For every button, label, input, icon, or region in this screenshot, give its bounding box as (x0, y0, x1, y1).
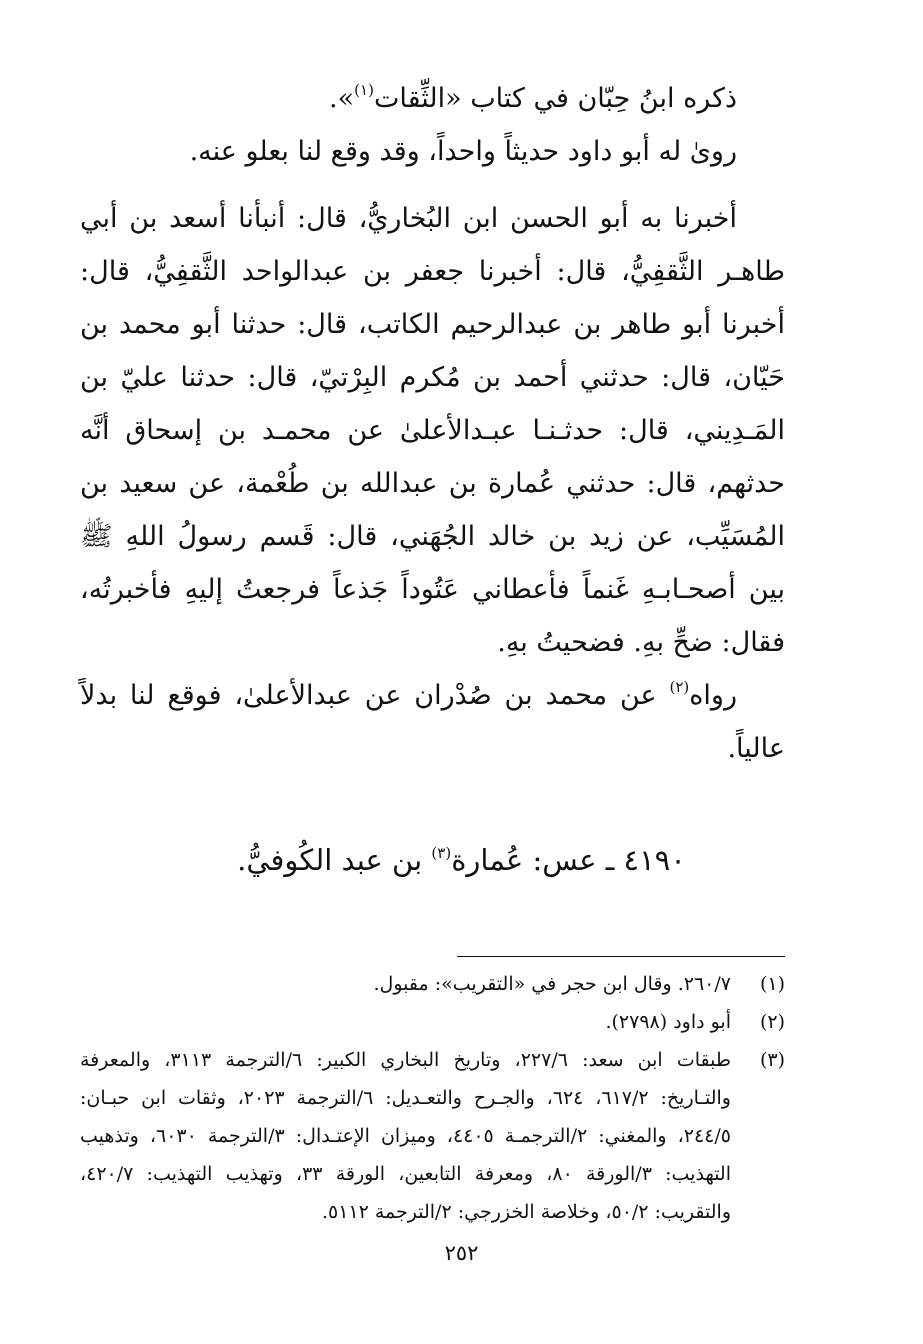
paragraph-gap (80, 178, 785, 192)
entry-code: عس: (532, 843, 597, 877)
footnote-text: ٢٦٠/٧. وقال ابن حجر في «التقريب»: مقبول. (373, 973, 731, 995)
footnote-divider (457, 956, 785, 957)
footnote-text: طبقات ابن سعد: ٢٢٧/٦، وتاريخ البخاري الكبير: ٦/الترجمة ٣١١٣، والمعرفة والتـاريخ: ٦١٧/٢، ٦٢٤، والجـرح والتعـديل: ٦/الترجمة ٢٠٢٣، وثقات ابن حبـان: ٢٤٤/٥، والمغني: ٢/الترجمـة ٤٤٠٥، وميزان الإعتـدال: ٣/الترجمة ٦٠٣٠، وتذهيب التهذيب: ٣/الورقة ٨٠، ومعرفة التابعين، الورقة ٣٣، وتهذيب التهذيب: ٤٢٠/٧، والتقريب: ٥٠/٢، وخلاصة الخزرجي: ٢/الترجمة ٥١١٢. (80, 1049, 732, 1223)
footnote-1 (80, 965, 785, 1003)
paragraph-2: روىٰ له أبو داود حديثاً واحداً، وقد وقع لنا بعلو عنه. (189, 136, 737, 167)
entry-number: ٤١٩٠ (623, 843, 686, 877)
footnote-3 (80, 1041, 785, 1231)
footnote-text: أبو داود (٢٧٩٨). (605, 1011, 731, 1033)
footnote-number: (٢) (759, 1011, 785, 1033)
footnotes (80, 965, 785, 1231)
paragraph-4-text: رواه (689, 680, 737, 711)
entry-name: عُمارة (451, 843, 524, 877)
paragraph-1-tail: ». (329, 83, 355, 114)
paragraph-1-text: ذكره ابنُ حِبّان في كتاب «الثِّقات (373, 83, 737, 114)
page-number: ٢٥٢ (444, 1241, 479, 1265)
entry-separator: ـ (596, 843, 624, 877)
footnote-number: (١) (759, 973, 785, 995)
footnote-ref-1: (١) (354, 81, 374, 99)
main-text (80, 72, 785, 775)
entry-heading (0, 838, 923, 882)
footnote-ref-3: (٣) (431, 844, 452, 862)
entry-rest: بن عبد الكُوفيُّ. (237, 843, 432, 877)
paragraph-4 (80, 669, 785, 775)
paragraph-4-tail: عن محمد بن صُدْران عن عبدالأعلىٰ، فوقع لنا بدلاً عالياً. (80, 680, 785, 764)
paragraph-1 (80, 72, 785, 125)
paragraph-3: أخبرنا به أبو الحسن ابن البُخاريُّ، قال: أنبأنا أسعد بن أبي طاهـر الثَّقفِيُّ، قال: أخبرنا جعفر بن عبدالواحد الثَّقفِيُّ، قال: أخبرنا أبو طاهر بن عبدالرحيم الكاتب، قال: حدثنا أبو محمد بن حَيّان، قال: حدثني أحمد بن مُكرم البِرْتيّ، قال: حدثنا عليّ بن المَـدِيني، قال: حدثـنـا عبـدالأعلىٰ عن محمـد بن إسحاق أنَّه حدثهم، قال: حدثني عُمارة بن عبدالله بن طُعْمة، عن سعيد بن المُسَيِّب، عن زيد بن خالد الجُهَني، قال: قَسم رسولُ اللهِ ﷺ بين أصحـابـهِ غَنماً فأعطاني عَتُوداً جَذعاً فرجعتُ إليهِ فأخبرتُه، فقال: ضحِّ بهِ. فضحيتُ بهِ. (80, 203, 785, 658)
footnote-ref-2: (٢) (669, 678, 690, 696)
footnote-number: (٣) (759, 1049, 785, 1071)
footnote-2 (80, 1003, 785, 1041)
